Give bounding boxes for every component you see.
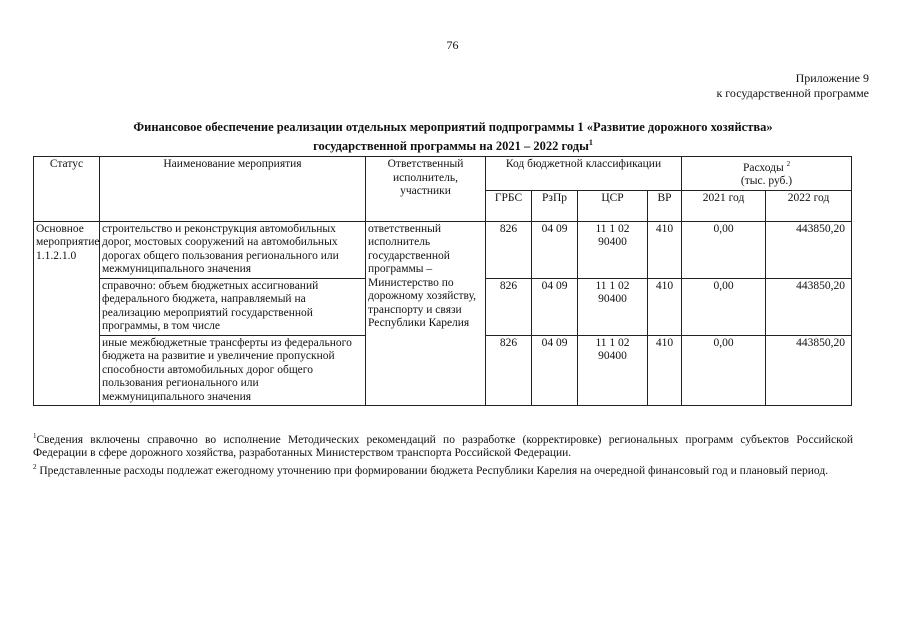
footnote-1: [33, 430, 853, 461]
header-expenses: [682, 157, 852, 191]
row-grbs: 826: [486, 221, 532, 278]
row-csr: 11 1 02 90400: [578, 278, 648, 335]
responsible-cell: ответственный исполнитель государственной программы – Министерство по дорожному хозяйству, транспорту и связи Республики Карелия: [366, 221, 486, 406]
row-name: справочно: объем бюджетных ассигнований федерального бюджета, направляемый на реализацию мероприятий государственной программы, в том числе: [100, 278, 366, 335]
page-number: 76: [446, 38, 459, 52]
footnote-1-mark: 1: [33, 432, 37, 440]
row-2022: 443850,20: [766, 278, 852, 335]
header-rzpr: РзПр: [532, 190, 578, 221]
appendix-line-1: Приложение 9: [795, 71, 869, 85]
header-row-1: [34, 157, 852, 191]
title-line-2: [33, 135, 873, 154]
header-2021: 2021 год: [682, 190, 766, 221]
row-2022: 443850,20: [766, 221, 852, 278]
footnote-2-mark: 2: [33, 462, 37, 471]
header-expenses-label: Расходы: [742, 161, 784, 174]
appendix-header: [716, 71, 869, 101]
row-csr: 11 1 02 90400: [578, 335, 648, 406]
row-vr: 410: [648, 221, 682, 278]
row-grbs: 826: [486, 335, 532, 406]
row-2021: 0,00: [682, 221, 766, 278]
row-2021: 0,00: [682, 278, 766, 335]
header-csr: ЦСР: [578, 190, 648, 221]
row-rzpr: 04 09: [532, 221, 578, 278]
row-rzpr: 04 09: [532, 335, 578, 406]
footnotes: [33, 430, 853, 478]
title-line-2-text: государственной программы на 2021 – 2022 годы: [313, 139, 589, 154]
header-responsible: Ответственный исполнитель, участники: [366, 157, 486, 222]
header-2022: 2022 год: [766, 190, 852, 221]
appendix-line-2: к государственной программе: [716, 86, 869, 100]
status-cell: Основное мероприятие 1.1.2.1.0: [34, 221, 100, 406]
row-name: строительство и реконструкция автомобильных дорог, мостовых сооружений на автомобильных дорогах общего пользования регионального или межмуниципального значения: [100, 221, 366, 278]
document-title: [33, 120, 873, 154]
header-status: Статус: [34, 157, 100, 222]
header-expenses-footnote: 2: [786, 160, 791, 168]
header-vr: ВР: [648, 190, 682, 221]
row-2021: 0,00: [682, 335, 766, 406]
header-expenses-units: (тыс. руб.): [740, 175, 793, 188]
row-2022: 443850,20: [766, 335, 852, 406]
funding-table: [33, 156, 852, 406]
row-csr: 11 1 02 90400: [578, 221, 648, 278]
row-name: иные межбюджетные трансферты из федерального бюджета на развитие и увеличение пропускной способности автомобильных дорог общего пользования регионального или межмуниципального значения: [100, 335, 366, 406]
title-footnote-mark: 1: [588, 138, 593, 147]
title-line-1: Финансовое обеспечение реализации отдельных мероприятий подпрограммы 1 «Развитие дорожного хозяйства»: [133, 120, 773, 134]
row-vr: 410: [648, 278, 682, 335]
header-name: Наименование мероприятия: [100, 157, 366, 222]
footnote-1-text: Сведения включены справочно во исполнение Методических рекомендаций по разработке (корректировке) региональных программ субъектов Российской Федерации в сфере дорожного хозяйства, разработанных Министерством транспорта Российской Федерации.: [33, 433, 853, 460]
row-vr: 410: [648, 335, 682, 406]
row-grbs: 826: [486, 278, 532, 335]
footnote-2-text: Представленные расходы подлежат ежегодному уточнению при формировании бюджета Республики Карелия на очередной финансовый год и плановый период.: [36, 464, 829, 477]
footnote-2: [33, 461, 853, 478]
row-rzpr: 04 09: [532, 278, 578, 335]
header-grbs: ГРБС: [486, 190, 532, 221]
table-row: [34, 221, 852, 278]
header-budget-code: Код бюджетной классификации: [486, 157, 682, 191]
